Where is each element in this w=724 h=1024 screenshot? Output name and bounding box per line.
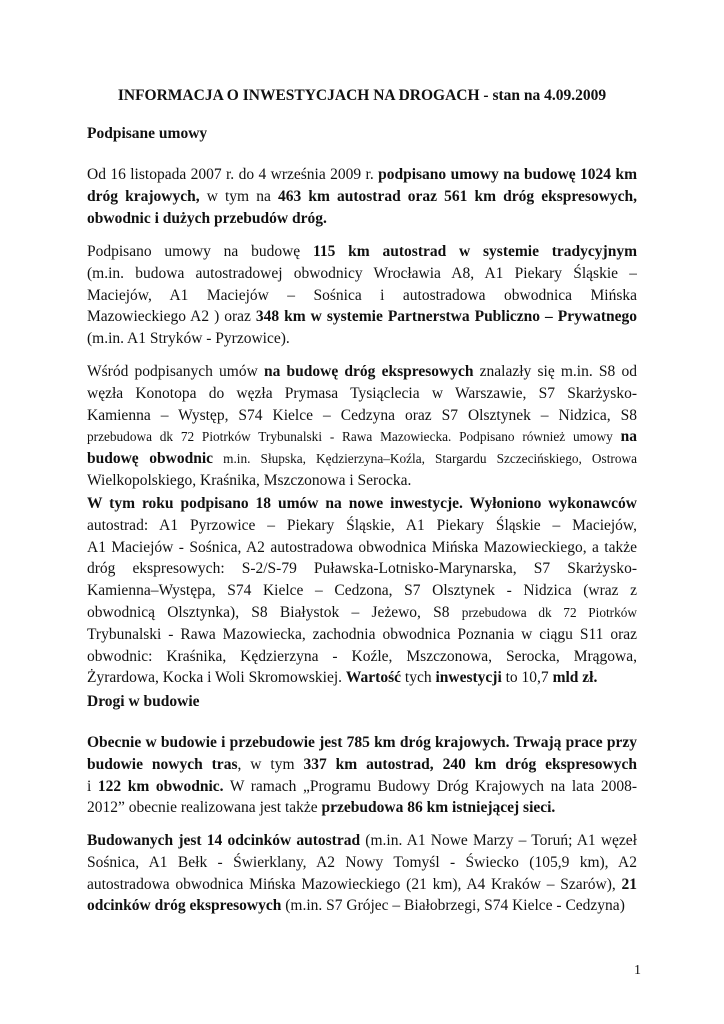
text-line: Podpisano umowy na budowę 115 km autostrad w systemie tradycyjnym: [87, 243, 637, 260]
text-line: obwodnicą Olsztynka), S8 Białystok – Jeżewo, S8 przebudowa dk 72 Piotrków: [87, 603, 637, 621]
paragraph-motorway-sections: [87, 830, 637, 917]
text-line: Wielkopolskiego, Kraśnika, Mszczonowa i Serocka.: [87, 471, 412, 489]
text-line: obwodnic i dużych przebudów dróg.: [87, 209, 327, 227]
paragraph-expressways: [87, 361, 637, 492]
text-line: odcinków dróg ekspresowych (m.in. S7 Grójec – Białobrzegi, S74 Kielce - Cedzyna): [87, 897, 625, 915]
text-line: obwodnic: Kraśnika, Kędzierzyna - Koźle, Mszczonowa, Serocka, Mrągowa,: [87, 647, 637, 665]
text-line: autostradowa obwodnica Mińska Mazowieckiego (21 km), A4 Kraków – Szarów), 21: [87, 875, 637, 893]
text-line: Obecnie w budowie i przebudowie jest 785 km dróg krajowych. Trwają prace przy: [87, 734, 637, 751]
text-line: autostrad: A1 Pyrzowice – Piekary Śląskie, A1 Piekary Śląskie – Maciejów,: [87, 516, 637, 534]
text-line: Budowanych jest 14 odcinków autostrad (m.in. A1 Nowe Marzy – Toruń; A1 węzeł: [87, 832, 637, 849]
text-line: Wśród podpisanych umów na budowę dróg ekspresowych znalazły się m.in. S8 od: [87, 363, 637, 380]
text-line: Kamienna–Występa, S74 Kielce – Cedzona, S7 Olsztynek - Nidzica (wraz z: [87, 582, 637, 600]
text-line: Kamienna – Występ, S74 Kielce – Cedzyna oraz S7 Olsztynek – Nidzica, S8: [87, 406, 637, 424]
paragraph-new-investments: [87, 493, 637, 689]
text-line: węzła Konotopa do węzła Prymasa Tysiąclecia w Warszawie, S7 Skarżysko-: [87, 384, 637, 402]
paragraph-under-construction: [87, 732, 637, 819]
text-line: A1 Maciejów - Sośnica, A2 autostradowa obwodnica Mińska Mazowieckiego, a także: [87, 538, 637, 556]
text-line: Maciejów, A1 Maciejów – Sośnica i autostradowa obwodnica Mińska: [87, 286, 637, 304]
page-number: 1: [634, 963, 641, 978]
section-heading-roads-under-construction: Drogi w budowie: [87, 693, 200, 710]
text-line: dróg ekspresowych: S-2/S-79 Puławska-Lotnisko-Marynarska, S7 Skarżysko-: [87, 560, 637, 578]
text-line: Od 16 listopada 2007 r. do 4 września 2009 r. podpisano umowy na budowę 1024 km: [87, 166, 637, 183]
section-heading-signed-contracts: Podpisane umowy: [87, 125, 208, 142]
document-title: INFORMACJA O INWESTYCJACH NA DROGACH - stan na 4.09.2009: [117, 87, 607, 104]
text-line: i 122 km obwodnic. W ramach „Programu Budowy Dróg Krajowych na lata 2008-: [87, 777, 637, 795]
text-line: 2012” obecnie realizowana jest także przebudowa 86 km istniejącej sieci.: [87, 799, 556, 817]
text-line: budowę obwodnic m.in. Słupska, Kędzierzyna–Koźla, Stargardu Szczecińskiego, Ostrowa: [87, 450, 637, 468]
text-line: W tym roku podpisano 18 umów na nowe inwestycje. Wyłoniono wykonawców: [87, 495, 637, 512]
text-line: Mazowieckiego A2 ) oraz 348 km w systemie Partnerstwa Publiczno – Prywatnego: [87, 308, 637, 326]
text-line: dróg krajowych, w tym na 463 km autostrad oraz 561 km dróg ekspresowych,: [87, 187, 637, 205]
text-line: budowie nowych tras, w tym 337 km autostrad, 240 km dróg ekspresowych: [87, 755, 637, 773]
text-line: (m.in. budowa autostradowej obwodnicy Wrocławia A8, A1 Piekary Śląskie –: [87, 264, 637, 282]
paragraph-signed-summary: [87, 164, 637, 229]
text-line: (m.in. A1 Stryków - Pyrzowice).: [87, 330, 290, 348]
text-line: Żyrardowa, Kocka i Woli Skromowskiej. Wartość tych inwestycji to 10,7 mld zł.: [87, 669, 598, 687]
paragraph-motorways: [87, 241, 637, 350]
text-line: Trybunalski - Rawa Mazowiecka, zachodnia obwodnica Poznania w ciągu S11 oraz: [87, 625, 637, 643]
text-line: przebudowa dk 72 Piotrków Trybunalski - Rawa Mazowiecka. Podpisano również umowy na: [87, 428, 637, 446]
text-line: Sośnica, A1 Bełk - Świerklany, A2 Nowy Tomyśl - Świecko (105,9 km), A2: [87, 853, 637, 871]
